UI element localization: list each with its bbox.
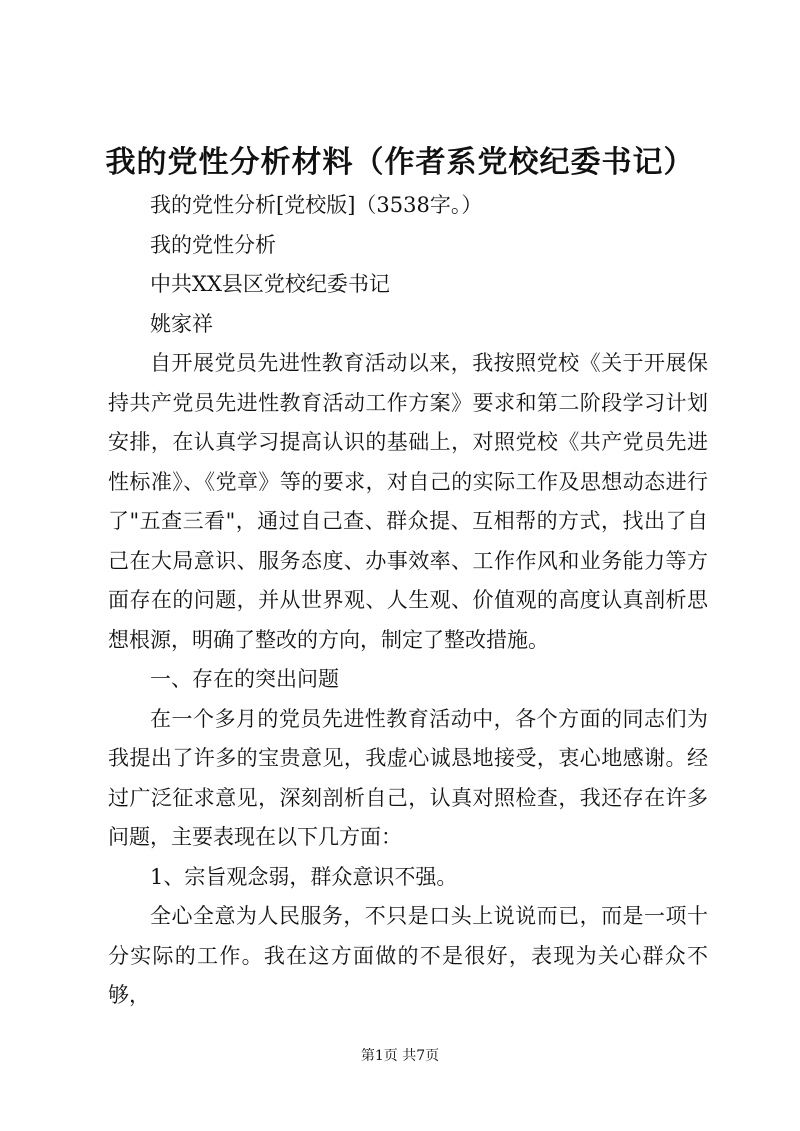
paragraph-heading: 我的党性分析 xyxy=(150,232,276,257)
paragraph-service: 全心全意为人民服务，不只是口头上说说而已，而是一项十分实际的工作。我在这方面做的不是很好，表现为关心群众不够， xyxy=(108,904,708,1007)
section-heading: 一、存在的突出问题 xyxy=(150,667,339,691)
document-body xyxy=(108,186,708,1016)
paragraph-problems: 在一个多月的党员先进性教育活动中，各个方面的同志们为我提出了许多的宝贵意见，我虚心诚恳地接受，衷心地感谢。经过广泛征求意见，深刻剖析自己，认真对照检查，我还存在许多问题，主要表现在以下几方面： xyxy=(108,706,708,849)
paragraph-subtitle: 我的党性分析[党校版]（3538字。） xyxy=(150,193,483,217)
paragraph-author-name: 姚家祥 xyxy=(150,311,213,336)
subsection-heading: 1、宗旨观念弱，群众意识不强。 xyxy=(150,864,458,889)
document-title: 我的党性分析材料（作者系党校纪委书记） xyxy=(105,145,695,180)
paragraph-author-position: 中共XX县区党校纪委书记 xyxy=(150,272,390,296)
page-number: 第1页 共7页 xyxy=(360,1048,440,1064)
paragraph-introduction: 自开展党员先进性教育活动以来，我按照党校《关于开展保持共产党员先进性教育活动工作方案》要求和第二阶段学习计划安排，在认真学习提高认识的基础上，对照党校《共产党员先进性标准》、《党章》等的要求，对自己的实际工作及思想动态进行了"五查三看"，通过自己查、群众提、互相帮的方式，找出了自己在大局意识、服务态度、办事效率、工作作风和业务能力等方面存在的问题，并从世界观、人生观、价值观的高度认真剖析思想根源，明确了整改的方向，制定了整改措施。 xyxy=(108,351,708,652)
